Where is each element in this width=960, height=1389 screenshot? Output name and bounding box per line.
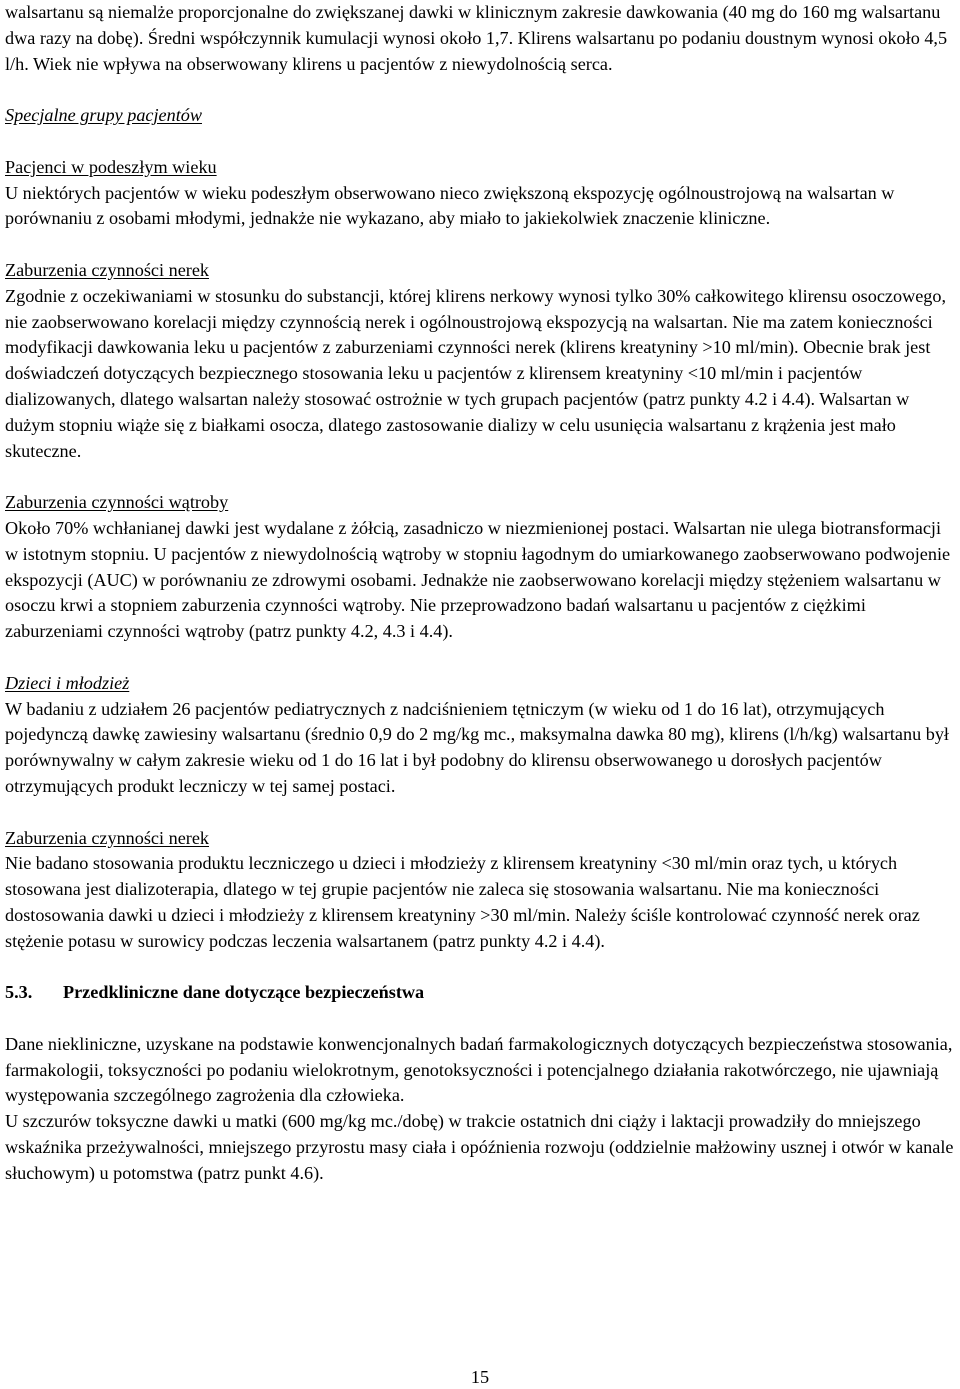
- spacer: [5, 645, 955, 671]
- renal-heading: Zaburzenia czynności nerek: [5, 259, 209, 280]
- spacer: [5, 232, 955, 258]
- intro-paragraph: walsartanu są niemalże proporcjonalne do zwiększanej dawki w klinicznym zakresie dawkowania (40 mg do 160 mg walsartanu dwa razy na dobę). Średni współczynnik kumulacji wynosi około 1,7. Klirens walsartanu po podaniu doustnym wynosi około 4,5 l/h. Wiek nie wpływa na obserwowany klirens u pacjentów z niewydolnością serca.: [5, 2, 948, 74]
- renal-paragraph: Zgodnie z oczekiwaniami w stosunku do substancji, której klirens nerkowy wynosi tylko 30% całkowitego klirensu osoczowego, nie zaobserwowano korelacji między czynnością nerek i ogólnoustrojową ekspozycją na walsartan. Nie ma zatem konieczności modyfikacji dawkowania leku u pacjentów z zaburzeniami czynności nerek (klirens kreatyniny >10 ml/min). Obecnie brak jest doświadczeń dotyczących bezpiecznego stosowania leku u pacjentów z klirensem kreatyniny <10 ml/min i pacjentów dializowanych, dlatego walsartan należy stosować ostrożnie w tych grupach pacjentów (patrz punkty 4.2 i 4.4). Walsartan w dużym stopniu wiąże się z białkami osocza, dlatego zastosowanie dializy w celu usunięcia walsartanu z krążenia jest mało skuteczne.: [5, 285, 947, 461]
- preclinical-paragraph-2: U szczurów toksyczne dawki u matki (600 mg/kg mc./dobę) w trakcie ostatnich dni ciąży i laktacji prowadziły do mniejszego wskaźnika przeżywalności, mniejszego przyrostu masy ciała i opóźnienia rozwoju (oddzielnie małżowiny usznej i otwór w kanale słuchowym) u potomstwa (patrz punkt 4.6).: [5, 1111, 954, 1183]
- section-title: Przedkliniczne dane dotyczące bezpieczeństwa: [63, 982, 425, 1003]
- elderly-heading: Pacjenci w podeszłym wieku: [5, 156, 217, 177]
- preclinical-paragraph-1: Dane niekliniczne, uzyskane na podstawie konwencjonalnych badań farmakologicznych dotyczących bezpieczeństwa stosowania, farmakologii, toksyczności po podaniu wielokrotnym, genotoksyczności i potencjalnego działania rakotwórczego, nie ujawniają występowania szczególnego zagrożenia dla człowieka.: [5, 1033, 953, 1106]
- children-renal-heading: Zaburzenia czynności nerek: [5, 827, 209, 848]
- special-groups-heading: Specjalne grupy pacjentów: [5, 105, 202, 126]
- elderly-paragraph: U niektórych pacjentów w wieku podeszłym obserwowano nieco zwiększoną ekspozycję ogólnoustrojową na walsartan w porównaniu z osobami młodymi, jednakże nie wykazano, aby miało to jakiekolwiek znaczenie kliniczne.: [5, 182, 895, 229]
- hepatic-heading: Zaburzenia czynności wątroby: [5, 492, 229, 513]
- spacer: [5, 1006, 955, 1032]
- children-heading: Dzieci i młodzież: [5, 672, 130, 693]
- spacer: [5, 954, 955, 980]
- children-renal-paragraph: Nie badano stosowania produktu leczniczego u dzieci i młodzieży z klirensem kreatyniny <30 ml/min oraz tych, u których stosowana jest dializoterapia, dlatego w tej grupie pacjentów nie zaleca się stosowania walsartanu. Nie ma konieczności dostosowania dawki u dzieci i młodzieży z klirensem kreatyniny >30 ml/min. Należy ściśle kontrolować czynność nerek oraz stężenie potasu w surowicy podczas leczenia walsartanem (patrz punkty 4.2 i 4.4).: [5, 853, 920, 951]
- spacer: [5, 77, 955, 103]
- section-heading: [5, 980, 955, 1006]
- spacer: [5, 800, 955, 826]
- document-page: [5, 0, 955, 1187]
- section-number: 5.3.: [5, 982, 33, 1003]
- spacer: [5, 129, 955, 155]
- children-paragraph: W badaniu z udziałem 26 pacjentów pediatrycznych z nadciśnieniem tętniczym (w wieku od 1 do 16 lat), otrzymujących pojedynczą dawkę zawiesiny walsartanu (średnio 0,9 do 2 mg/kg mc., maksymalna dawka 80 mg), klirens (l/h/kg) walsartanu był porównywalny w całym zakresie wieku od 1 do 16 lat i był podobny do klirensu obserwowanego u dorosłych pacjentów otrzymujących produkt leczniczy w tej samej postaci.: [5, 698, 949, 796]
- hepatic-paragraph: Około 70% wchłanianej dawki jest wydalane z żółcią, zasadniczo w niezmienionej postaci. Walsartan nie ulega biotransformacji w istotnym stopniu. U pacjentów z niewydolnością wątroby w stopniu łagodnym do umiarkowanego zaobserwowano podwojenie ekspozycji (AUC) w porównaniu ze zdrowymi osobami. Jednakże nie zaobserwowano korelacji między stężeniem walsartanu w osoczu krwi a stopniem zaburzenia czynności wątroby. Nie przeprowadzono badań walsartanu u pacjentów z ciężkimi zaburzeniami czynności wątroby (patrz punkty 4.2, 4.3 i 4.4).: [5, 517, 951, 642]
- spacer: [5, 464, 955, 490]
- page-number: 15: [470, 1367, 490, 1387]
